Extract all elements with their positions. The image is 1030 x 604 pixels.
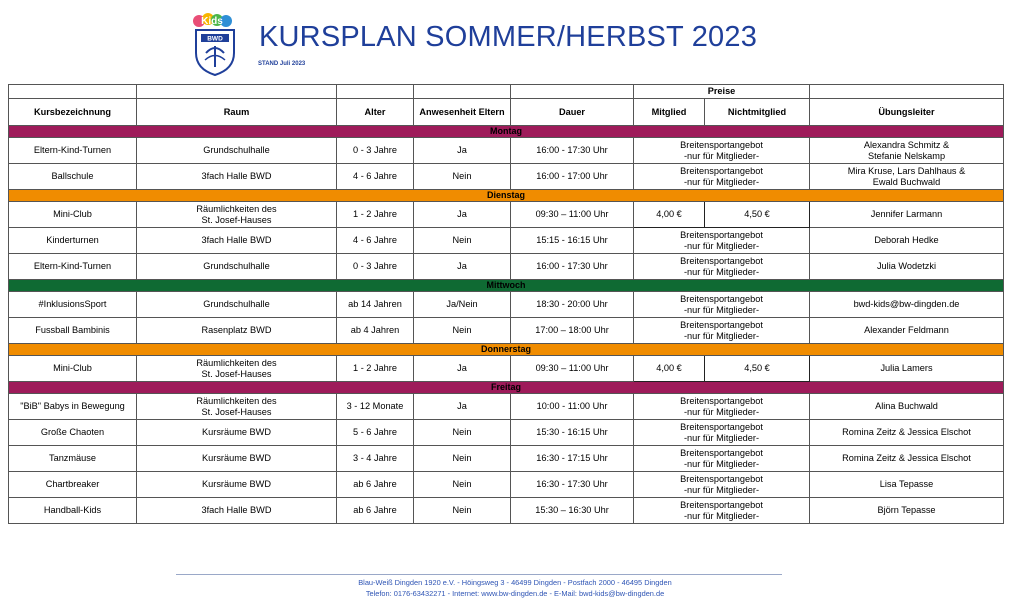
leiter-cell — [810, 292, 1004, 318]
leiter-cell-line: bwd-kids@bw-dingden.de — [853, 299, 960, 309]
leiter-cell — [810, 394, 1004, 420]
preis-cell-line: Breitensportangebot — [680, 255, 763, 266]
raum-cell-line: 3fach Halle BWD — [201, 505, 272, 515]
kurs-cell: Mini-Club — [9, 202, 137, 228]
raum-cell-line: Kursräume BWD — [202, 479, 271, 489]
table-row — [9, 228, 1004, 254]
raum-cell-line: Kursräume BWD — [202, 427, 271, 437]
footer-contact: Telefon: 0176-63432271 - Internet: www.bw-dingden.de - E-Mail: bwd-kids@bw-dingden.de — [365, 589, 665, 598]
day-row-donnerstag — [9, 344, 1004, 356]
col-header-nichtmitglied: Nichtmitglied — [705, 99, 810, 126]
preis-cell-line: -nur für Mitglieder- — [683, 176, 760, 187]
raum-cell-line: Räumlichkeiten des — [196, 395, 277, 406]
leiter-cell-line: Deborah Hedke — [874, 235, 939, 245]
raum-cell — [137, 164, 337, 190]
nichtmitglied-price-cell: 4,50 € — [705, 202, 810, 228]
leiter-cell-line: Alexandra Schmitz & — [863, 139, 950, 150]
table-row — [9, 356, 1004, 382]
raum-cell — [137, 446, 337, 472]
table-row — [9, 164, 1004, 190]
raum-cell-line: Rasenplatz BWD — [201, 325, 272, 335]
leiter-cell — [810, 446, 1004, 472]
col-header-raum: Raum — [137, 99, 337, 126]
table-row — [9, 202, 1004, 228]
day-row-montag — [9, 126, 1004, 138]
alter-cell: 3 - 4 Jahre — [337, 446, 414, 472]
preis-cell — [634, 254, 810, 280]
kurs-cell: Eltern-Kind-Turnen — [9, 138, 137, 164]
preis-cell-line: -nur für Mitglieder- — [683, 240, 760, 251]
alter-cell: 1 - 2 Jahre — [337, 356, 414, 382]
kurs-cell: Eltern-Kind-Turnen — [9, 254, 137, 280]
page-title: KURSPLAN SOMMER/HERBST 2023 — [259, 21, 758, 53]
leiter-cell — [810, 164, 1004, 190]
leiter-cell — [810, 472, 1004, 498]
eltern-cell: Nein — [414, 446, 511, 472]
preis-cell-line: -nur für Mitglieder- — [683, 266, 760, 277]
kurs-cell: Große Chaoten — [9, 420, 137, 446]
alter-cell: 1 - 2 Jahre — [337, 202, 414, 228]
table-row — [9, 472, 1004, 498]
alter-cell: 4 - 6 Jahre — [337, 164, 414, 190]
eltern-cell: Nein — [414, 498, 511, 524]
leiter-cell-line: Stefanie Nelskamp — [867, 150, 946, 161]
col-header-leiter: Übungsleiter — [810, 99, 1004, 126]
preis-cell-line: Breitensportangebot — [680, 421, 763, 432]
raum-cell — [137, 138, 337, 164]
kurs-cell: Fussball Bambinis — [9, 318, 137, 344]
table-row — [9, 394, 1004, 420]
alter-cell: ab 6 Jahre — [337, 472, 414, 498]
alter-cell: ab 6 Jahre — [337, 498, 414, 524]
preis-cell — [634, 446, 810, 472]
kurs-cell: Chartbreaker — [9, 472, 137, 498]
raum-cell-line: 3fach Halle BWD — [201, 235, 272, 245]
raum-cell-line: Räumlichkeiten des — [196, 203, 277, 214]
eltern-cell: Ja — [414, 138, 511, 164]
dauer-cell: 10:00 - 11:00 Uhr — [511, 394, 634, 420]
eltern-cell: Nein — [414, 318, 511, 344]
dauer-cell: 16:00 - 17:00 Uhr — [511, 164, 634, 190]
dauer-cell: 16:00 - 17:30 Uhr — [511, 138, 634, 164]
raum-cell — [137, 292, 337, 318]
preis-cell — [634, 420, 810, 446]
leiter-cell — [810, 498, 1004, 524]
raum-cell-line: St. Josef-Hauses — [201, 406, 272, 417]
leiter-cell — [810, 420, 1004, 446]
day-row-mittwoch — [9, 280, 1004, 292]
col-header-mitglied: Mitglied — [634, 99, 705, 126]
preis-cell — [634, 292, 810, 318]
preis-cell-line: Breitensportangebot — [680, 499, 763, 510]
preis-cell-line: Breitensportangebot — [680, 229, 763, 240]
raum-cell — [137, 498, 337, 524]
stand-date: STAND Juli 2023 — [258, 61, 306, 67]
day-label: Mittwoch — [9, 280, 1004, 292]
nichtmitglied-price-cell: 4,50 € — [705, 356, 810, 382]
eltern-cell: Nein — [414, 228, 511, 254]
kurs-cell: #InklusionsSport — [9, 292, 137, 318]
alter-cell: 5 - 6 Jahre — [337, 420, 414, 446]
leiter-cell — [810, 228, 1004, 254]
preis-cell — [634, 138, 810, 164]
preis-cell — [634, 394, 810, 420]
footer-divider — [176, 574, 782, 575]
kurs-cell: Mini-Club — [9, 356, 137, 382]
raum-cell — [137, 202, 337, 228]
day-row-freitag — [9, 382, 1004, 394]
kurs-cell: Kinderturnen — [9, 228, 137, 254]
eltern-cell: Ja — [414, 254, 511, 280]
course-schedule-table — [8, 84, 1004, 524]
alter-cell: ab 14 Jahren — [337, 292, 414, 318]
alter-cell: 0 - 3 Jahre — [337, 138, 414, 164]
day-row-dienstag — [9, 190, 1004, 202]
table-row — [9, 420, 1004, 446]
eltern-cell: Ja — [414, 356, 511, 382]
day-label: Freitag — [9, 382, 1004, 394]
table-row — [9, 138, 1004, 164]
leiter-cell — [810, 254, 1004, 280]
preis-cell-line: Breitensportangebot — [680, 139, 763, 150]
dauer-cell: 15:30 – 16:30 Uhr — [511, 498, 634, 524]
raum-cell-line: Räumlichkeiten des — [196, 357, 277, 368]
logo-kids-text: Kids — [201, 16, 223, 27]
preis-cell-line: Breitensportangebot — [680, 293, 763, 304]
dauer-cell: 18:30 - 20:00 Uhr — [511, 292, 634, 318]
kurs-cell: Tanzmäuse — [9, 446, 137, 472]
dauer-cell: 09:30 – 11:00 Uhr — [511, 202, 634, 228]
table-row — [9, 498, 1004, 524]
preis-cell-line: -nur für Mitglieder- — [683, 432, 760, 443]
dauer-cell: 17:00 – 18:00 Uhr — [511, 318, 634, 344]
raum-cell — [137, 394, 337, 420]
raum-cell — [137, 318, 337, 344]
preis-cell-line: Breitensportangebot — [680, 395, 763, 406]
raum-cell-line: St. Josef-Hauses — [201, 214, 272, 225]
leiter-cell-line: Romina Zeitz & Jessica Elschot — [842, 427, 971, 437]
table-row — [9, 318, 1004, 344]
alter-cell: ab 4 Jahren — [337, 318, 414, 344]
day-label: Montag — [9, 126, 1004, 138]
raum-cell — [137, 356, 337, 382]
preis-cell-line: Breitensportangebot — [680, 447, 763, 458]
header-preise: Preise — [634, 85, 810, 99]
preis-cell — [634, 498, 810, 524]
mitglied-price-cell: 4,00 € — [634, 202, 705, 228]
preis-cell — [634, 228, 810, 254]
dauer-cell: 16:30 - 17:15 Uhr — [511, 446, 634, 472]
club-logo — [190, 13, 240, 77]
eltern-cell: Nein — [414, 420, 511, 446]
preis-cell-line: -nur für Mitglieder- — [683, 458, 760, 469]
table-row — [9, 254, 1004, 280]
leiter-cell-line: Romina Zeitz & Jessica Elschot — [842, 453, 971, 463]
raum-cell — [137, 420, 337, 446]
kurs-cell: "BiB" Babys in Bewegung — [9, 394, 137, 420]
footer-address: Blau-Weiß Dingden 1920 e.V. - Höingsweg 3 - 46499 Dingden - Postfach 2000 - 46495 Dingden — [358, 578, 672, 587]
raum-cell — [137, 472, 337, 498]
table-row — [9, 292, 1004, 318]
raum-cell-line: Grundschulhalle — [203, 145, 270, 155]
dauer-cell: 15:30 - 16:15 Uhr — [511, 420, 634, 446]
kurs-cell: Handball-Kids — [9, 498, 137, 524]
leiter-cell-line: Julia Lamers — [880, 363, 933, 373]
eltern-cell: Ja/Nein — [414, 292, 511, 318]
raum-cell-line: Grundschulhalle — [203, 261, 270, 271]
preis-cell — [634, 164, 810, 190]
leiter-cell-line: Jennifer Larmann — [870, 209, 943, 219]
leiter-cell — [810, 202, 1004, 228]
raum-cell — [137, 228, 337, 254]
leiter-cell-line: Alina Buchwald — [875, 401, 938, 411]
dauer-cell: 16:00 - 17:30 Uhr — [511, 254, 634, 280]
leiter-cell-line: Björn Tepasse — [877, 505, 936, 515]
alter-cell: 4 - 6 Jahre — [337, 228, 414, 254]
logo-bwd-text: BWD — [207, 35, 223, 43]
preis-cell-line: Breitensportangebot — [680, 165, 763, 176]
preis-cell-line: Breitensportangebot — [680, 319, 763, 330]
leiter-cell-line: Julia Wodetzki — [876, 261, 937, 271]
dauer-cell: 15:15 - 16:15 Uhr — [511, 228, 634, 254]
leiter-cell-line: Alexander Feldmann — [864, 325, 949, 335]
dauer-cell: 16:30 - 17:30 Uhr — [511, 472, 634, 498]
leiter-cell-line: Mira Kruse, Lars Dahlhaus & — [847, 165, 966, 176]
mitglied-price-cell: 4,00 € — [634, 356, 705, 382]
preis-cell-line: -nur für Mitglieder- — [683, 510, 760, 521]
preis-cell-line: -nur für Mitglieder- — [683, 406, 760, 417]
kurs-cell: Ballschule — [9, 164, 137, 190]
col-header-kurs: Kursbezeichnung — [9, 99, 137, 126]
eltern-cell: Ja — [414, 394, 511, 420]
alter-cell: 3 - 12 Monate — [337, 394, 414, 420]
col-header-dauer: Dauer — [511, 99, 634, 126]
col-header-alter: Alter — [337, 99, 414, 126]
dauer-cell: 09:30 – 11:00 Uhr — [511, 356, 634, 382]
leiter-cell — [810, 356, 1004, 382]
raum-cell-line: 3fach Halle BWD — [201, 171, 272, 181]
leiter-cell — [810, 138, 1004, 164]
leiter-cell — [810, 318, 1004, 344]
col-header-eltern: Anwesenheit Eltern — [414, 99, 511, 126]
eltern-cell: Nein — [414, 164, 511, 190]
raum-cell-line: Grundschulhalle — [203, 299, 270, 309]
raum-cell — [137, 254, 337, 280]
eltern-cell: Ja — [414, 202, 511, 228]
preis-cell-line: -nur für Mitglieder- — [683, 484, 760, 495]
leiter-cell-line: Lisa Tepasse — [879, 479, 934, 489]
day-label: Donnerstag — [9, 344, 1004, 356]
alter-cell: 0 - 3 Jahre — [337, 254, 414, 280]
preis-cell-line: Breitensportangebot — [680, 473, 763, 484]
preis-cell-line: -nur für Mitglieder- — [683, 150, 760, 161]
preis-cell — [634, 472, 810, 498]
leiter-cell-line: Ewald Buchwald — [872, 176, 941, 187]
preis-cell-line: -nur für Mitglieder- — [683, 304, 760, 315]
raum-cell-line: St. Josef-Hauses — [201, 368, 272, 379]
table-row — [9, 446, 1004, 472]
eltern-cell: Nein — [414, 472, 511, 498]
preis-cell-line: -nur für Mitglieder- — [683, 330, 760, 341]
raum-cell-line: Kursräume BWD — [202, 453, 271, 463]
preis-cell — [634, 318, 810, 344]
day-label: Dienstag — [9, 190, 1004, 202]
